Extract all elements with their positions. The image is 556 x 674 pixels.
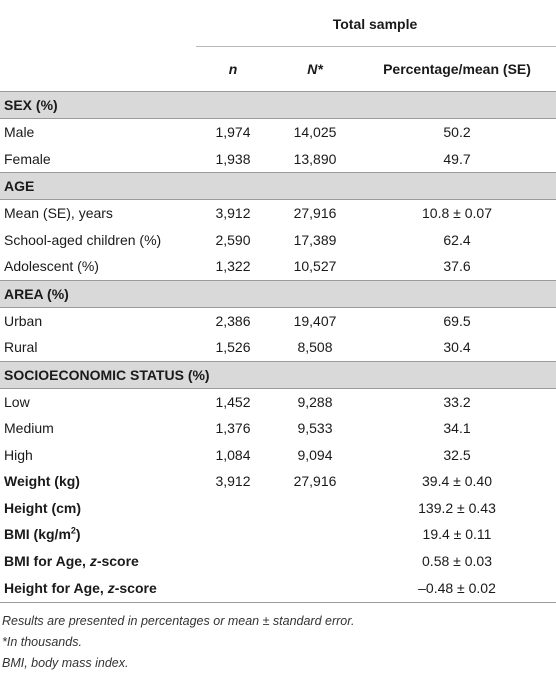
label-italic: z [107,580,115,596]
table-row-weight [0,468,556,495]
cell-pct: 30.4 [443,339,471,356]
row-label: Adolescent (%) [4,258,99,275]
table-row [0,388,556,415]
cell-n [196,521,272,548]
cell-n [196,574,272,603]
table-row-height-for-age [0,574,556,603]
cell-pct: 39.4 ± 0.40 [422,473,492,490]
section-row-age [0,173,556,200]
table-row [0,253,556,280]
row-label [0,548,196,575]
cell-pct: 62.4 [443,231,471,248]
cell-n: 1,452 [215,393,251,410]
cell-n: 1,322 [215,258,251,275]
cell-N: 14,025 [293,124,337,141]
cell-n [196,548,272,575]
cell-pct: 33.2 [443,393,471,410]
cell-N: 27,916 [293,205,337,222]
cell-N [272,574,360,603]
cell-N: 9,533 [297,420,333,437]
row-label: Height (cm) [4,499,81,516]
row-label: Male [4,124,35,141]
section-row-ses [0,361,556,388]
table-row [0,442,556,469]
cell-n: 1,974 [215,124,251,141]
table-row-height [0,495,556,522]
cell-pct: 37.6 [443,258,471,275]
cell-pct: 32.5 [443,446,471,463]
table-row [0,227,556,254]
col-header-N: N* [272,47,360,92]
cell-N: 17,389 [293,231,337,248]
cell-N: 27,916 [293,473,337,490]
label-text: ) [75,526,81,543]
cell-N: 10,527 [293,258,337,275]
table-footnotes [0,603,556,674]
cell-N: 19,407 [293,312,337,329]
cell-N: 13,890 [293,150,337,167]
cell-pct: 0.58 ± 0.03 [422,552,492,569]
cell-n: 2,386 [215,312,251,329]
label-italic: z [89,552,97,569]
cell-N: 9,288 [297,393,333,410]
footnote-results: Results are presented in percentages or mean ± standard error. [2,614,355,628]
row-label: Mean (SE), years [4,205,113,222]
cell-n [196,495,272,522]
table-row [0,146,556,173]
label-text: BMI for Age, [4,552,90,569]
table-row [0,200,556,227]
cell-n: 3,912 [215,473,251,490]
cell-pct: 49.7 [443,150,471,167]
header-empty-cell [0,0,196,47]
col-header-n: n [196,47,272,92]
header-empty-cell [0,47,196,92]
cell-pct: 69.5 [443,312,471,329]
cell-n: 1,376 [215,420,251,437]
footnote-bmi: BMI, body mass index. [2,656,129,670]
section-title: SOCIOECONOMIC STATUS (%) [0,361,556,388]
table-row [0,334,556,361]
header-row-group [0,0,556,47]
row-label [0,574,196,603]
row-label: Rural [4,339,38,356]
cell-pct: 139.2 ± 0.43 [418,499,496,516]
row-label: Female [4,150,51,167]
label-text: Height for Age, [4,580,108,596]
section-row-area [0,280,556,307]
total-sample-header: Total sample [196,0,556,47]
section-title: SEX (%) [0,92,556,119]
section-row-sex [0,92,556,119]
section-title: AREA (%) [0,280,556,307]
row-label: Medium [4,420,54,437]
cell-N [272,548,360,575]
cell-pct: 34.1 [443,420,471,437]
cell-pct: 10.8 ± 0.07 [422,205,492,222]
label-superscript: 2 [70,525,76,536]
cell-N: 8,508 [297,339,333,356]
table-row [0,119,556,146]
cell-pct: 50.2 [443,124,471,141]
cell-n: 2,590 [215,231,251,248]
table-row [0,415,556,442]
cell-N [272,521,360,548]
row-label: School-aged children (%) [4,231,162,248]
row-label: Urban [4,312,43,329]
cell-n: 3,912 [215,205,251,222]
row-label: Low [4,393,30,410]
cell-N [272,495,360,522]
cell-n: 1,526 [215,339,251,356]
header-row-columns [0,47,556,92]
row-label [0,521,196,548]
col-header-percentage: Percentage/mean (SE) [360,47,556,92]
cell-n: 1,084 [215,446,251,463]
cell-N: 9,094 [297,446,333,463]
row-label: Weight (kg) [4,473,80,490]
label-text: -score [96,552,139,569]
row-label: High [4,446,33,463]
table-row-bmi-for-age [0,548,556,575]
table-row-bmi [0,521,556,548]
cell-pct: –0.48 ± 0.02 [360,574,556,603]
label-text: -score [114,580,157,596]
label-text: BMI (kg/m [4,526,71,543]
cell-pct: 19.4 ± 0.11 [422,526,492,543]
section-title: AGE [0,173,556,200]
cell-n: 1,938 [215,150,251,167]
footnote-thousands: *In thousands. [2,635,82,649]
table-row [0,307,556,334]
